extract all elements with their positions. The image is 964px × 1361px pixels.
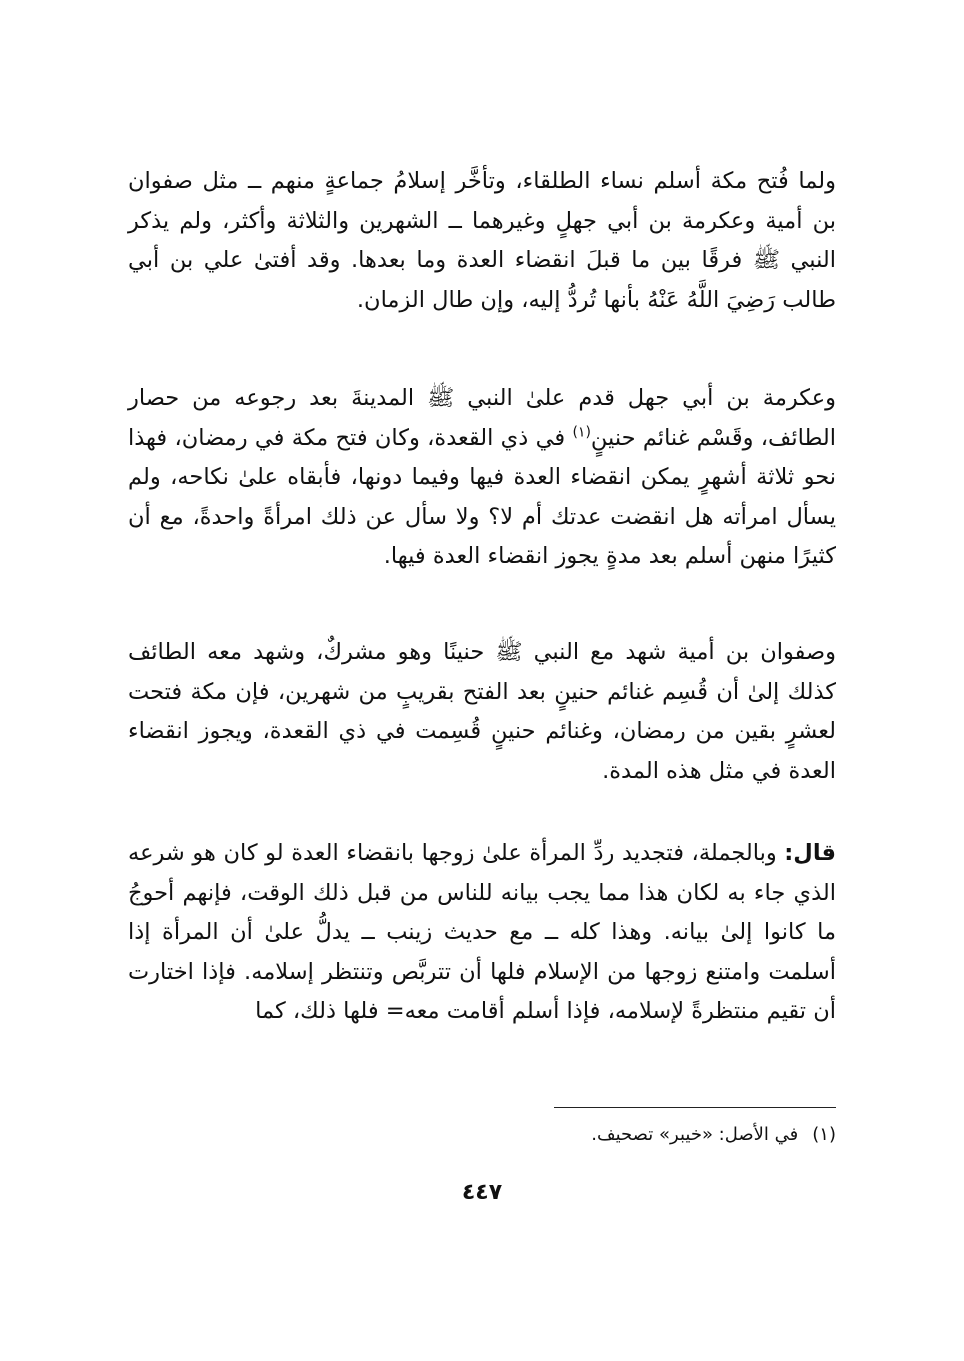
footnote-1 bbox=[128, 1120, 836, 1150]
footnote-divider bbox=[554, 1107, 836, 1108]
paragraph-3 bbox=[128, 633, 836, 791]
footnote-text: في الأصل: «خيبر» تصحيف. bbox=[591, 1124, 799, 1145]
page-number: ٤٤٧ bbox=[461, 1180, 503, 1205]
paragraph-4-body: وبالجملة، فتجديد ردِّ المرأة علىٰ زوجها بانقضاء العدة لو كان هو شرعه الذي جاء به لكان هذا مما يجب بيانه للناس من قبل ذلك الوقت، فإنهم أحوجُ ما كانوا إلىٰ بيانه. وهذا كله ــ مع حديث زينب ــ يدلُّ علىٰ أن المرأة إذا أسلمت وامتنع زوجها من الإسلام فلها أن تتربَّص وتنتظر إسلامه. فإذا اختارت أن تقيم منتظرةً لإسلامه، فإذا أسلم أقامت معه= فلها ذلك، كما bbox=[128, 840, 836, 1024]
paragraph-4-text bbox=[128, 834, 836, 1032]
footnote-reference-1[interactable]: (١) bbox=[572, 424, 591, 440]
paragraph-2-part-2: في ذي القعدة، وكان فتح مكة في رمضان، فهذا نحو ثلاثة أشهرٍ يمكن انقضاء العدة فيها وفيما دونها، فأبقاه علىٰ نكاحه، ولم يسأل امرأته هل انقضت عدتك أم لا؟ ولا سأل عن ذلك امرأةً واحدةً، مع أن كثيرًا منهن أسلم بعد مدةٍ يجوز انقضاء العدة فيها. bbox=[128, 424, 836, 569]
footnote-number: (١) bbox=[812, 1124, 836, 1145]
paragraph-2 bbox=[128, 379, 836, 577]
paragraph-1-text: ولما فُتح مكة أسلم نساء الطلقاء، وتأخَّر إسلامُ جماعةٍ منهم ــ مثل صفوان بن أمية وعكرمة بن أبي جهلٍ وغيرهما ــ الشهرين والثلاثة وأكثر، ولم يذكر النبي ﷺ فرقًا بين ما قبلَ انقضاء العدة وما بعدها. وقد أفتىٰ علي بن أبي طالب رَضِيَ اللَّهُ عَنْهُ بأنها تُردُّ إليه، وإن طال الزمان. bbox=[128, 168, 836, 313]
paragraph-4 bbox=[128, 834, 836, 1032]
paragraph-1 bbox=[128, 162, 836, 320]
paragraph-2-text bbox=[128, 379, 836, 577]
paragraph-4-lead: قال: bbox=[784, 840, 836, 866]
paragraph-3-text: وصفوان بن أمية شهد مع النبي ﷺ حنينًا وهو مشركٌ، وشهد معه الطائف كذلك إلىٰ أن قُسِم غنائم حنينٍ بعد الفتح بقريبٍ من شهرين، فإن مكة فتحت لعشرٍ بقين من رمضان، وغنائم حنينٍ قُسِمت في ذي القعدة، ويجوز انقضاء العدة في مثل هذه المدة. bbox=[128, 639, 836, 784]
paragraph-2-part-1: وعكرمة بن أبي جهل قدم علىٰ النبي ﷺ المدينةَ بعد رجوعه من حصار الطائف، وقَسْم غنائم حنينٍ bbox=[128, 385, 837, 451]
